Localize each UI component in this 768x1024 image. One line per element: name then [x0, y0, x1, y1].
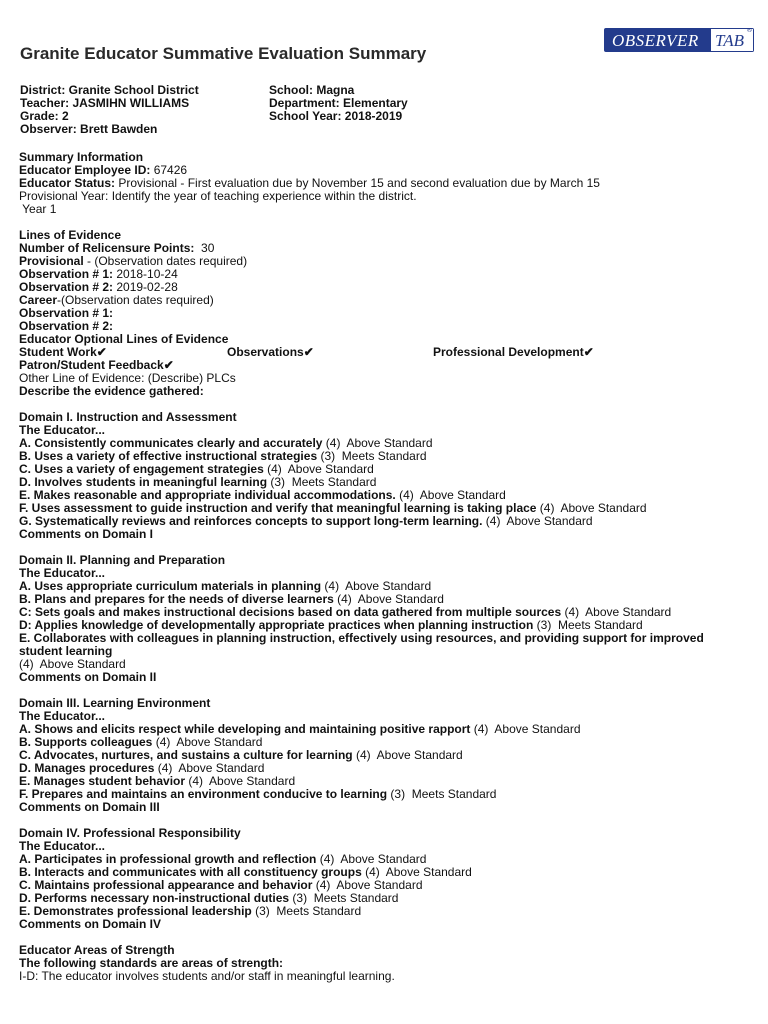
school-year-line: School Year: 2018-2019 [269, 109, 403, 123]
logo-text-observer: OBSERVER [612, 31, 699, 50]
domain-1-item: F. Uses assessment to guide instruction and verify that meaningful learning is taking place (4) Above Standard [19, 501, 647, 515]
strengths-heading: Educator Areas of Strength [19, 943, 175, 957]
summary-heading: Summary Information [19, 150, 144, 164]
domain-3-item: C. Advocates, nurtures, and sustains a culture for learning (4) Above Standard [19, 748, 463, 762]
domain-2-item: B. Plans and prepares for the needs of diverse learners (4) Above Standard [19, 592, 444, 606]
employee-id-line: Educator Employee ID: 67426 [19, 163, 188, 177]
domain-2-item: D: Applies knowledge of developmentally appropriate practices when planning instruction (3) Meets Standard [19, 618, 643, 632]
optional-evidence-heading: Educator Optional Lines of Evidence [19, 332, 229, 346]
domain-3-title: Domain III. Learning Environment [19, 696, 211, 710]
domain-4-comments: Comments on Domain IV [19, 917, 162, 931]
domain-4-item: C. Maintains professional appearance and behavior (4) Above Standard [19, 878, 423, 892]
domain-2-item-e: E. Collaborates with colleagues in planning instruction, effectively using resources, and providing support for improved student learning [19, 631, 704, 658]
info-right-column [269, 84, 408, 123]
other-evidence-line: Other Line of Evidence: (Describe) PLCs [19, 371, 236, 385]
career-observation-2-line: Observation # 2: [19, 319, 114, 333]
domain-1-item: D. Involves students in meaningful learning (3) Meets Standard [19, 475, 377, 489]
domain-1-title: Domain I. Instruction and Assessment [19, 410, 237, 424]
domain-2-intro: The Educator... [19, 566, 106, 580]
domain-3-item: D. Manages procedures (4) Above Standard [19, 761, 265, 775]
strengths-intro: The following standards are areas of strength: [19, 956, 284, 970]
domain-2-item: A. Uses appropriate curriculum materials in planning (4) Above Standard [19, 579, 432, 593]
domain-4-intro: The Educator... [19, 839, 106, 853]
domain-3-item: E. Manages student behavior (4) Above Standard [19, 774, 296, 788]
domain-3-comments: Comments on Domain III [19, 800, 160, 814]
provisional-line: Provisional - (Observation dates required) [19, 254, 248, 268]
logo-registered-mark: ® [746, 28, 752, 34]
observation-2-line: Observation # 2: 2019-02-28 [19, 280, 178, 294]
observer-line: Observer: Brett Bawden [20, 122, 158, 136]
domain-1-intro: The Educator... [19, 423, 106, 437]
domain-4-item: B. Interacts and communicates with all constituency groups (4) Above Standard [19, 865, 472, 879]
school-line: School: Magna [269, 83, 355, 97]
domain-1-item: C. Uses a variety of engagement strategies (4) Above Standard [19, 462, 374, 476]
domain-3-item: F. Prepares and maintains an environment conducive to learning (3) Meets Standard [19, 787, 497, 801]
career-line: Career-(Observation dates required) [19, 293, 214, 307]
professional-development-item: Professional Development✔ [433, 345, 594, 359]
logo-text-tab: TAB [715, 31, 744, 50]
domain-1-item: G. Systematically reviews and reinforces concepts to support long-term learning. (4) Above Standard [19, 514, 593, 528]
grade-line: Grade: 2 [20, 109, 69, 123]
educator-status-line: Educator Status: Provisional - First evaluation due by November 15 and second evaluation due by March 15 [19, 176, 600, 190]
observer-tab-logo [604, 28, 754, 52]
info-left-column [20, 84, 199, 136]
domain-4-title: Domain IV. Professional Responsibility [19, 826, 241, 840]
career-observation-1-line: Observation # 1: [19, 306, 114, 320]
domain-4-item: E. Demonstrates professional leadership (3) Meets Standard [19, 904, 362, 918]
domain-1-comments: Comments on Domain I [19, 527, 154, 541]
domain-3-intro: The Educator... [19, 709, 106, 723]
domain-2-item: C: Sets goals and makes instructional decisions based on data gathered from multiple sources (4) Above Standard [19, 605, 672, 619]
department-line: Department: Elementary [269, 96, 408, 110]
student-work-item: Student Work✔ [19, 345, 107, 359]
domain-3-item: B. Supports colleagues (4) Above Standard [19, 735, 263, 749]
strength-item: I-D: The educator involves students and/or staff in meaningful learning. [19, 969, 395, 983]
domain-4-item: D. Performs necessary non-instructional duties (3) Meets Standard [19, 891, 399, 905]
document-body [19, 151, 749, 983]
domain-1-item: A. Consistently communicates clearly and accurately (4) Above Standard [19, 436, 433, 450]
domain-1-item: E. Makes reasonable and appropriate individual accommodations. (4) Above Standard [19, 488, 506, 502]
provisional-year-question: Provisional Year: Identify the year of teaching experience within the district. [19, 189, 417, 203]
patron-feedback-item: Patron/Student Feedback✔ [19, 358, 174, 372]
domain-4-item: A. Participates in professional growth and reflection (4) Above Standard [19, 852, 427, 866]
evidence-heading: Lines of Evidence [19, 228, 122, 242]
domain-1-item: B. Uses a variety of effective instructional strategies (3) Meets Standard [19, 449, 427, 463]
teacher-line: Teacher: JASMIHN WILLIAMS [20, 96, 190, 110]
domain-2-title: Domain II. Planning and Preparation [19, 553, 226, 567]
provisional-year-value: Year 1 [19, 202, 57, 216]
observation-1-line: Observation # 1: 2018-10-24 [19, 267, 178, 281]
observations-item: Observations✔ [227, 345, 314, 359]
relicensure-points-line: Number of Relicensure Points: 30 [19, 241, 215, 255]
page-title: Granite Educator Summative Evaluation Summary [20, 44, 427, 63]
domain-2-comments: Comments on Domain II [19, 670, 157, 684]
domain-3-item: A. Shows and elicits respect while developing and maintaining positive rapport (4) Above Standard [19, 722, 581, 736]
district-line: District: Granite School District [20, 83, 199, 97]
domain-2-item-e-rating: (4) Above Standard [19, 657, 126, 671]
describe-evidence-line: Describe the evidence gathered: [19, 384, 204, 398]
